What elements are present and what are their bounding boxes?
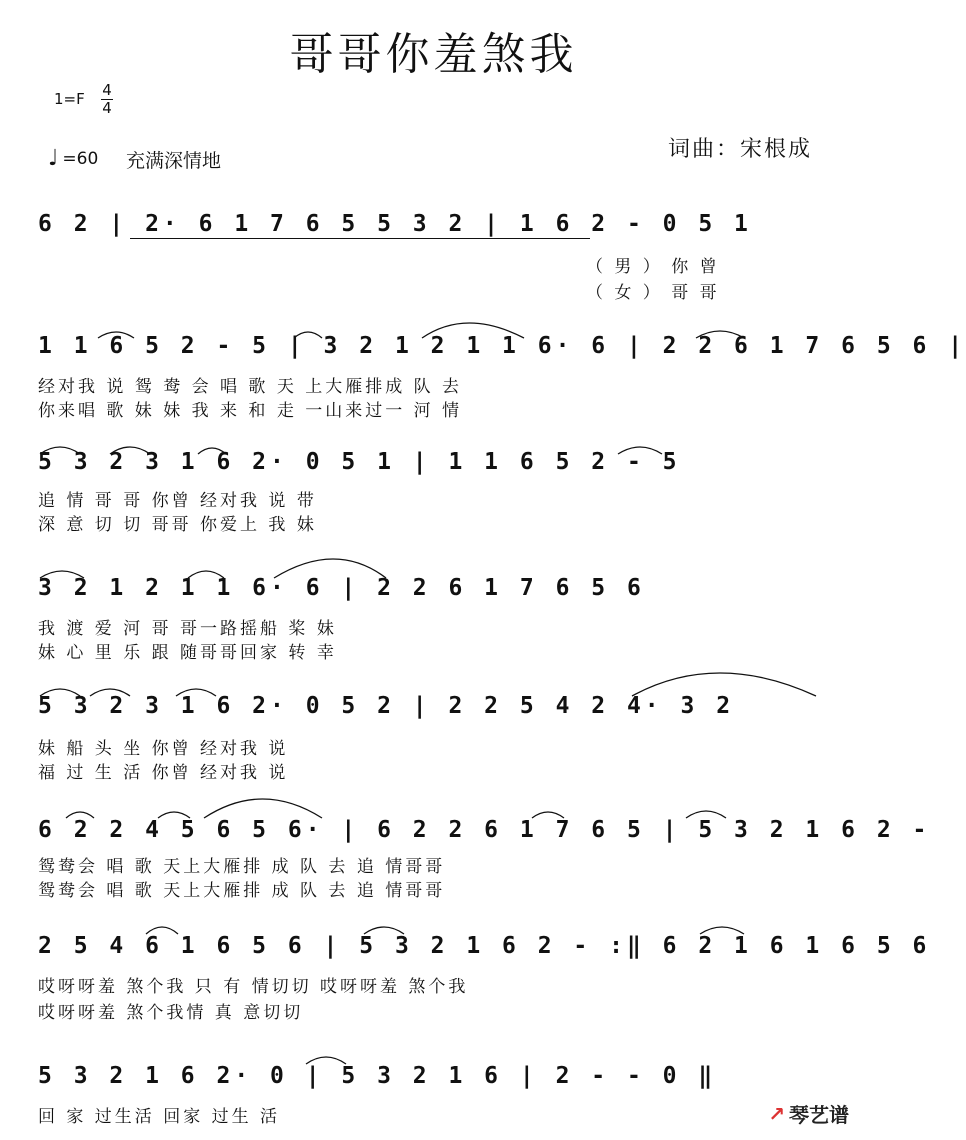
tempo-value: =60 xyxy=(62,149,99,169)
lyrics-verse-2: 福 过 生 活 你曾 经对我 说 xyxy=(38,763,289,783)
song-title: 哥哥你羞煞我 xyxy=(289,29,578,80)
notation-line: 5 3 2 1 6 2· 0 | 5 3 2 1 6 | 2 - - 0 ‖ xyxy=(38,1063,717,1089)
lyrics-verse-1: 经对我 说 鸳 鸯 会 唱 歌 天 上大雁排成 队 去 xyxy=(38,377,463,397)
score-row-8 xyxy=(36,1060,856,1130)
score-row-6 xyxy=(36,814,931,914)
watermark-text: 琴艺谱 xyxy=(789,1103,849,1127)
lyrics-verse-1: 鸳鸯会 唱 歌 天上大雁排 成 队 去 追 情哥哥 xyxy=(38,857,446,877)
key-signature: 1=F xyxy=(54,90,85,108)
lyrics-verse-2: 妹 心 里 乐 跟 随哥哥回家 转 幸 xyxy=(38,643,337,663)
score-row-5 xyxy=(36,690,856,790)
lyrics-verse-2: 你来唱 歌 妹 妹 我 来 和 走 一山来过一 河 情 xyxy=(38,401,463,421)
score-row-3 xyxy=(36,446,856,546)
lyrics-verse-1: （ 男 ） 你 曾 xyxy=(586,257,720,277)
expression-marking: 充满深情地 xyxy=(126,150,222,172)
notation-line: 6 2 2 4 5 6 5 6· | 6 2 2 6 1 7 6 5 | 5 3 2 1 6 2 - xyxy=(38,817,931,843)
time-signature xyxy=(100,82,114,117)
score-row-4 xyxy=(36,572,856,672)
lyrics-verse-1: 哎呀呀羞 煞个我 只 有 情切切 哎呀呀羞 煞个我 xyxy=(38,977,469,997)
lyrics-verse-2: 深 意 切 切 哥哥 你爱上 我 妹 xyxy=(38,515,317,535)
notation-line: 2 5 4 6 1 6 5 6 | 5 3 2 1 6 2 - :‖ 6 2 1 6 1 6 5 6 xyxy=(38,933,931,959)
time-signature-top: 4 xyxy=(102,81,112,99)
watermark-logo xyxy=(768,1099,849,1128)
lyrics-verse-1: 回 家 过生活 回家 过生 活 xyxy=(38,1107,281,1127)
notation-line: 1 1 6 5 2 - 5 | 3 2 1 2 1 1 6· 6 | 2 2 6 1 7 6 5 6 | xyxy=(38,333,966,359)
lyrics-verse-2: （ 女 ） 哥 哥 xyxy=(586,283,720,303)
score-row-7 xyxy=(36,930,931,1030)
score-row-1 xyxy=(36,208,856,308)
notation-line: 5 3 2 3 1 6 2· 0 5 1 | 1 1 6 5 2 - 5 xyxy=(38,449,681,475)
score-row-2 xyxy=(36,330,966,430)
notation-line: 5 3 2 3 1 6 2· 0 5 2 | 2 2 5 4 2 4· 3 2 xyxy=(38,693,735,719)
time-signature-bottom: 4 xyxy=(102,99,112,117)
quarter-note-icon: ♩ xyxy=(48,146,59,171)
lyrics-verse-1: 妹 船 头 坐 你曾 经对我 说 xyxy=(38,739,289,759)
brand-mark-icon: ↗ xyxy=(768,1101,785,1126)
notation-line: 6 2 | 2· 6 1 7 6 5 5 3 2 | 1 6 2 - 0 5 1 xyxy=(38,211,752,237)
lyrics-verse-2: 哎呀呀羞 煞个我情 真 意切切 xyxy=(38,1003,304,1023)
beam-line xyxy=(130,238,590,239)
lyrics-verse-2: 鸳鸯会 唱 歌 天上大雁排 成 队 去 追 情哥哥 xyxy=(38,881,446,901)
notation-line: 3 2 1 2 1 1 6· 6 | 2 2 6 1 7 6 5 6 xyxy=(38,575,645,601)
lyrics-verse-1: 追 情 哥 哥 你曾 经对我 说 带 xyxy=(38,491,317,511)
composer-credit: 词曲：宋根成 xyxy=(668,137,813,162)
lyrics-verse-1: 我 渡 爱 河 哥 哥一路摇船 桨 妹 xyxy=(38,619,337,639)
tempo-marking xyxy=(48,148,98,170)
